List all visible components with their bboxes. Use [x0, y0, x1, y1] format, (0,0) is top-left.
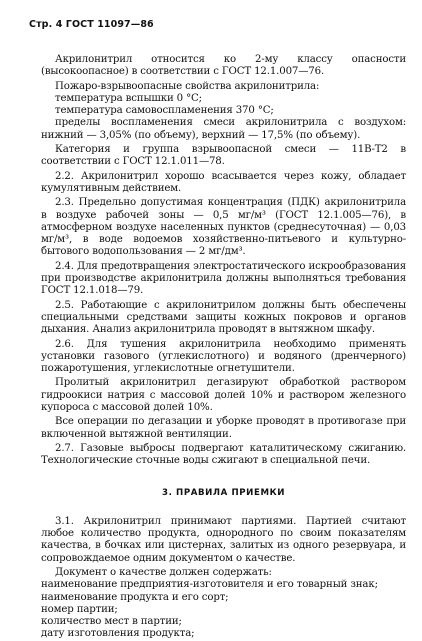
paragraph-explosive-category: Категория и группа взрывоопасной смеси — 11В-Т2 в соответствии с ГОСТ 12.1.011—78.: [41, 144, 406, 168]
list-item: количество мест в партии;: [41, 616, 182, 628]
paragraph-2-5: 2.5. Работающие с акрилонитрилом должны быть обеспечены специальными средствами защиты кожных покровов и органов дыхания. Анализ акрилонитрила проводят в вытяжном шкафу.: [41, 299, 406, 336]
paragraph-autoignition: температура самовоспламенения 370 °С;: [55, 105, 274, 117]
list-item: наименование предприятия-изготовителя и его товарный знак;: [41, 579, 378, 591]
paragraph-ignition-limits: пределы воспламенения смеси акрилонитрила с воздухом: нижний — 3,05% (по объему), верхний — 17,5% (по объему).: [41, 117, 406, 141]
list-item: номер партии;: [41, 603, 118, 615]
paragraph-2-6: 2.6. Для тушения акрилонитрила необходимо применять установки газового (углекислотного) и водяного (дренчерного) пожаротушения, углекислотные огнетушители.: [41, 338, 406, 375]
paragraph-operations: Все операции по дегазации и уборке проводят в противогазе при включенной вытяжной вентиляции.: [41, 416, 406, 440]
paragraph-2-4: 2.4. Для предотвращения электростатического искрообразования при производстве акрилонитрила должны выполняться требования ГОСТ 12.1.018—79.: [41, 260, 406, 297]
paragraph-2-7: 2.7. Газовые выбросы подвергают каталитическому сжиганию. Технологические сточные воды сжигают в специальной печи.: [41, 442, 406, 467]
paragraph-2-2: 2.2. Акрилонитрил хорошо всасывается через кожу, обладает кумулятивным действием.: [41, 170, 406, 194]
paragraph-hazard-class: Акрилонитрил относится ко 2-му классу опасности (высокоопасное) в соответствии с ГОСТ 12.1.007—76.: [41, 54, 406, 78]
list-item: дату изготовления продукта;: [41, 628, 195, 640]
paragraph-2-3: 2.3. Предельно допустимая концентрация (ПДК) акрилонитрила в воздухе рабочей зоны — 0,5 мг/м³ (ГОСТ 12.1.005—76), в атмосферном воздухе населенных пунктов (среднесуточная) — 0,03 мг/м³, в воде водоемов хозяйственно-питьевого и культурно-бытового водопользования — 2 мг/дм³.: [41, 197, 406, 258]
document-body: [41, 54, 406, 641]
list-item: наименование продукта и его сорт;: [41, 591, 229, 603]
page-header: Стр. 4 ГОСТ 11097—86: [29, 19, 154, 30]
paragraph-document-contents: Документ о качестве должен содержать:: [55, 566, 272, 578]
paragraph-fire-properties: Пожаро-взрывоопасные свойства акрилонитрила:: [55, 80, 320, 92]
section-title-acceptance: 3. ПРАВИЛА ПРИЕМКИ: [161, 487, 286, 498]
paragraph-flash-point: температура вспышки 0 °С;: [55, 92, 202, 104]
paragraph-degassing: Пролитый акрилонитрил дегазируют обработкой раствором гидроокиси натрия с массовой долей 10% и раствором железного купороса с массовой долей 10%.: [41, 377, 406, 414]
paragraph-3-1: 3.1. Акрилонитрил принимают партиями. Партией считают любое количество продукта, однородного по своим показателям качества, в бочках или цистернах, залитых из одного резервуара, и сопровождаемое одним документом о качестве.: [41, 515, 406, 564]
